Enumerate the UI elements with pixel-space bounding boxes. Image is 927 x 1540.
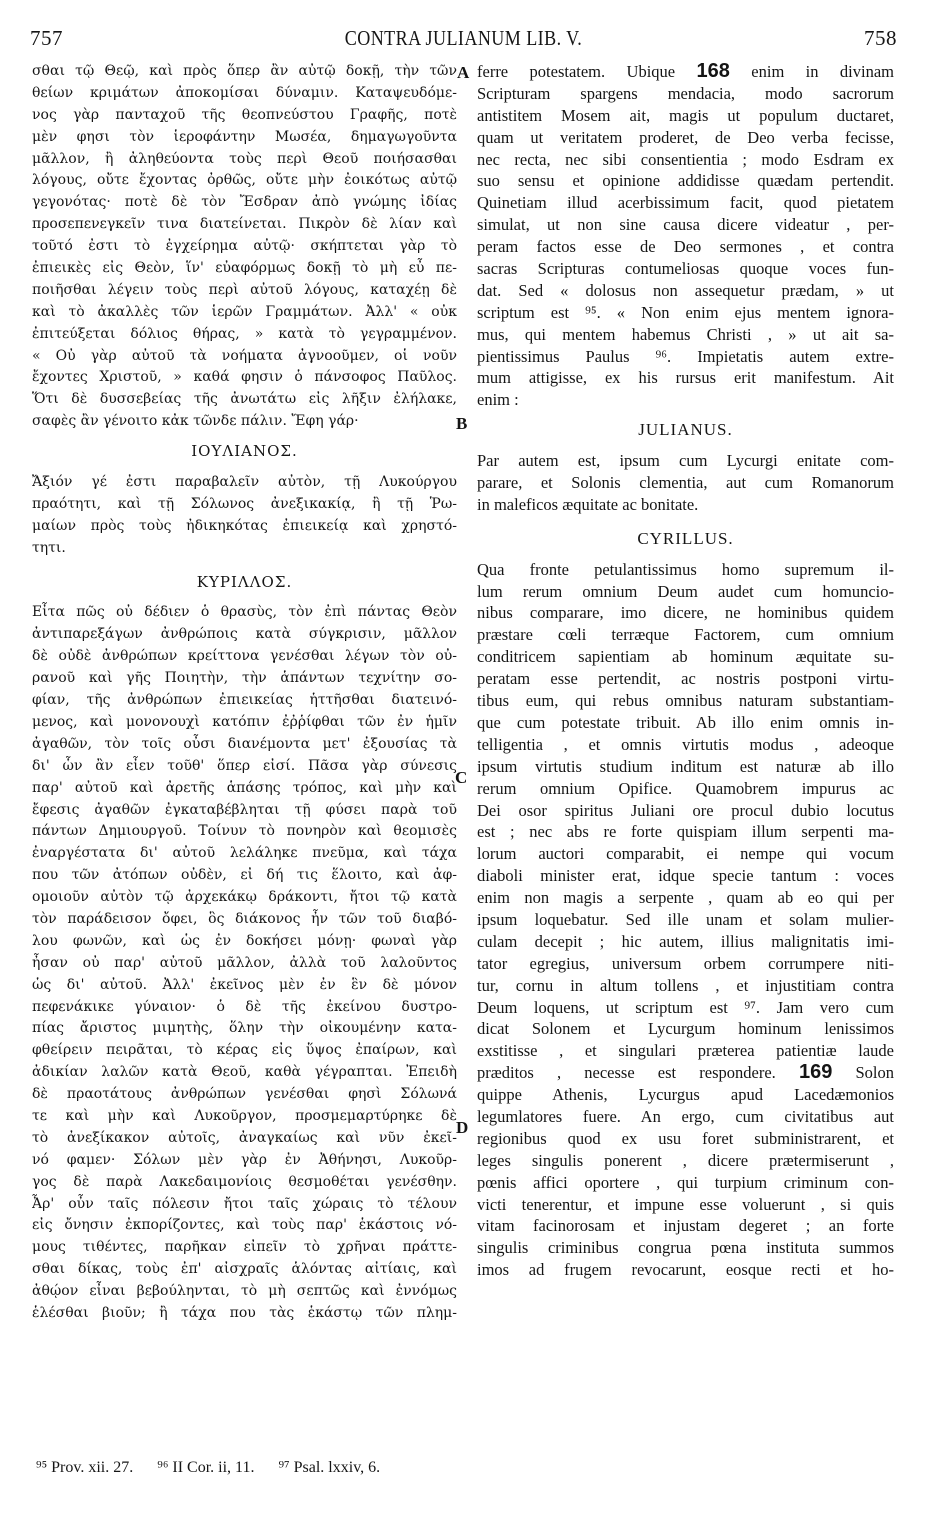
- greek-line: ἐναργέστατα δι' αὐτοῦ λελάληκε πνεῦμα, καὶ τάχα: [32, 845, 457, 862]
- latin-heading-julianus: JULIANUS.: [638, 420, 733, 440]
- latin-line: suo sensu et opinione addidisse quædam pertendit.: [477, 171, 894, 191]
- greek-line: Ἄξιόν γέ ἐστι παραβαλεῖν αὐτὸν, τῇ Λυκούργου: [32, 474, 457, 491]
- latin-line: parare, et Solonis clementia, aut cum Romanorum: [477, 473, 894, 493]
- latin-line: imos ad frugem revocarunt, eosque recti et ho-: [477, 1260, 894, 1280]
- latin-line: peram factos esse de Deo sermones , et contra: [477, 237, 894, 257]
- latin-block-1: [477, 83, 894, 411]
- greek-line: ποιῆσθαι λέγειν τοὺς περὶ αὐτοῦ λόγους, καταχέῃ δὲ: [32, 281, 457, 298]
- latin-line: pientissimus Paulus ⁹⁶. Impietatis autem extre-: [477, 346, 894, 366]
- latin-line: exstitisse , et singulari præterea patientiæ laude: [477, 1041, 894, 1061]
- greek-line: φθείρειν πειρᾶται, τὸ κέρας εἰς ὕψος ἐπαίρων, καὶ: [32, 1042, 457, 1059]
- latin-line: scriptum est ⁹⁵. « Non enim ejus mentem ignora-: [477, 302, 894, 322]
- latin-line: antistitem Mosem ait, magis ut populum ductaret,: [477, 105, 894, 125]
- latin-line: Dei osor spiritus Juliani ore procul dubio locutus: [477, 800, 894, 820]
- greek-line: μενος, καὶ μονονουχὶ κατόπιν ἐῤῥίφθαι τῶν ἐν ἡμῖν: [32, 713, 457, 730]
- greek-line: που τῶν ἀτόπων οὐδὲν, εἰ δή τις ἕλοιτο, καὶ ἀφ-: [32, 867, 457, 884]
- latin-line: præstare cœli terræque Factorem, cum omnium: [477, 625, 894, 645]
- greek-line: τοῦτό ἐστι τὸ ἐγχείρημα αὐτῷ· σκήπτεται γὰρ τὸ: [32, 238, 457, 255]
- greek-block-1: [32, 61, 457, 433]
- latin-line: tur, cornu in altum tollens , et injustitiam contra: [477, 975, 894, 995]
- latin-line: vitam facinorosam et injustam degeret ; an forte: [477, 1216, 894, 1236]
- greek-line: μὲν φησι τὸν ἱεροφάντην Μωσέα, δημαγωγοῦντα: [32, 128, 457, 145]
- greek-line: πάντων Δημιουργοῦ. Τοίνυν τὸ πονηρὸν καὶ θεομισὲς: [32, 823, 457, 840]
- latin-line: Scripturam spargens mendacia, modo sacrorum: [477, 83, 894, 103]
- latin-line: nec recta, nec sibi consentientia ; modo Esdram ex: [477, 149, 894, 169]
- latin-line: telligentia , et omnis virtutis modus , adeoque: [477, 734, 894, 754]
- latin-line: victi tenerentur, et impune esse voluerunt , si quis: [477, 1194, 894, 1214]
- greek-line: ἀδικίαν λαλῶν κατὰ Θεοῦ, καθὰ γέγραπται. Ἐπειδὴ: [32, 1064, 457, 1081]
- greek-line: εἰς ὄνησιν ἐκπορίζοντες, καὶ τοὺς παρ' ἑκάστοις νό-: [32, 1217, 457, 1234]
- latin-line: culam decepit ; hic autem, illius malignitatis imi-: [477, 931, 894, 951]
- latin-line: lum rerum omnium Deum audet cum homuncio-: [477, 581, 894, 601]
- running-head: [30, 26, 897, 58]
- latin-line: peratam esse pertendit, ac nostris postponi virtu-: [477, 669, 894, 689]
- latin-line: diaboli minister erat, idque specie tantum : voces: [477, 866, 894, 886]
- greek-line: λόγους, οὔτε ἔχοντας ὀρθῶς, οὔτε μὴν ἐοικότως αὐτῷ: [32, 172, 457, 189]
- greek-line: ἐπιτεύξεται δόλιος θήρας, » κατὰ τὸ γεγραμμένον.: [32, 325, 457, 342]
- latin-line: Qua fronte petulantissimus homo supremum il-: [477, 559, 894, 579]
- greek-line: μους τιθέντες, παρῆκαν εἰπεῖν τὸ χρῆναι πράττε-: [32, 1239, 457, 1256]
- greek-line: νος γὰρ πανταχοῦ τῆς θεοπνεύστου Γραφῆς, ποτὲ: [32, 106, 457, 123]
- latin-line: ipsum virtutis studium inditum est naturæ ab illo: [477, 756, 894, 776]
- latin-line: ferre potestatem. Ubique 168 enim in divinam: [477, 61, 894, 82]
- latin-line: dicat Solonem et Lycurgum hominum lenissimos: [477, 1019, 894, 1039]
- greek-line: σθαι δίκας, τοὺς ἐπ' αἰσχραῖς ἁλόντας αἰτίαις, καὶ: [32, 1261, 457, 1278]
- greek-line: γεγονότας· ποτὲ δὲ τὸν Ἔσδραν ἀπὸ γνώμης ἰδίας: [32, 194, 457, 211]
- latin-line: Par autem est, ipsum cum Lycurgi enitate com-: [477, 451, 894, 471]
- column-number: 169: [798, 1062, 833, 1084]
- greek-line: τὸν παράδεισον ὄφει, ὃς διάκονος ἦν τῶν τοῦ διαβό-: [32, 910, 457, 927]
- greek-line: ἐπιεικὲς εἰς Θεὸν, ἵν' εὐαφόρμως δοκῇ τὸ μὴ εὖ πε-: [32, 260, 457, 277]
- latin-column: [477, 61, 894, 1281]
- greek-line: ἀντιπαρεξάγων ἀνθρώποις κατὰ σύγκρισιν, μᾶλλον: [32, 626, 457, 643]
- latin-block-4: [477, 1084, 894, 1281]
- greek-line: πραότητι, καὶ τῇ Σόλωνος ἀνεξικακίᾳ, ἢ τῇ Ῥω-: [32, 495, 457, 512]
- greek-line: νό φαμεν· Σόλων μὲν γὰρ ἐν Ἀθήνησι, Λυκοῦρ-: [32, 1151, 457, 1168]
- greek-line: ἀγαθῶν, τὸν τοῖς οὖσι διανέμοντα μετ' ἐξουσίας τὰ: [32, 735, 457, 752]
- latin-line: ipsum loquebatur. Sed ille unam et solam mulier-: [477, 909, 894, 929]
- greek-line: δὲ πραοτάτους ἀνθρώπων γενέσθαι φησὶ Σόλωνά: [32, 1086, 457, 1103]
- greek-line: Εἶτα πῶς οὐ δέδιεν ὁ θρασὺς, τὸν ἐπὶ πάντας Θεὸν: [32, 604, 457, 621]
- latin-line: præditos , necesse est respondere. 169 Solon: [477, 1062, 894, 1084]
- latin-line: dat. Sed « dolosus non assequetur prædam, » ut: [477, 280, 894, 300]
- greek-heading-cyrillus: ΚΥΡΙΛΛΟΣ.: [196, 572, 293, 591]
- latin-line: est ; nec abs re forte quispiam illum serpenti ma-: [477, 822, 894, 842]
- greek-line: προσεπενεγκεῖν τινα διατείνεται. Πικρὸν δὲ λίαν καὶ: [32, 216, 457, 233]
- latin-line: leges singulis ponerent , dicere prætermiserunt ,: [477, 1150, 894, 1170]
- greek-line: ἀθῴον εἶναι βεβούληνται, τὸ μὴ σεπτῶς καὶ ἐννόμως: [32, 1283, 457, 1300]
- page-number-right: 758: [864, 26, 897, 50]
- greek-line: ρανοῦ καὶ γῆς Ποιητὴν, τὴν ἁπάντων τεχνίτην σο-: [32, 670, 457, 687]
- latin-line: nibus comparare, imo dicere, ne hominibus quidem: [477, 603, 894, 623]
- greek-line: θείων κριμάτων ἀποκομίσαι δύναμιν. Καταψευδόμε-: [32, 84, 457, 101]
- greek-line: ἔχοντες Χριστοῦ, » καθά φησιν ὁ πάνσοφος Παῦλος.: [32, 369, 457, 386]
- margin-marker-c: C: [455, 768, 468, 787]
- latin-line-text: præditos , necesse est respondere.: [477, 1063, 776, 1083]
- footnotes: [36, 1459, 400, 1477]
- greek-line: ἦσαν οὐ παρ' αὐτοῦ μᾶλλον, ἀλλὰ τοῦ λαλοῦντος: [32, 954, 457, 971]
- greek-line: ὡς δι' αὐτοῦ. Ἀλλ' ἐκεῖνος μὲν ἐν ἓν δὲ μόνον: [32, 976, 457, 993]
- greek-line: καὶ τὸ ἀκαλλὲς τῶν ἱερῶν Γραμμάτων. Ἀλλ' « οὐκ: [32, 303, 457, 320]
- greek-line: πεφενάκικε γύναιον· ὁ δὲ τῆς ἐκείνου δυστρο-: [32, 998, 457, 1015]
- greek-line: ομοιοῦν αὐτὸν τῷ ἀρχεκάκῳ δράκοντι, ἤτοι τῷ κατὰ: [32, 889, 457, 906]
- greek-line: μᾶλλον, ἢ ἀληθεύοντα τοὺς περὶ Θεοῦ ποιήσασθαι: [32, 150, 457, 167]
- greek-line: ἑλέσθαι βιοῦν; ἢ τάχα που τὰς ἑκάστῳ τῶν πλημ-: [32, 1304, 457, 1321]
- latin-line: quam ut veritatem proderet, de Deo verba fecisse,: [477, 127, 894, 147]
- latin-line: tator egregius, universum orbem corrumpere niti-: [477, 953, 894, 973]
- latin-line: rerum omnium Opifice. Quamobrem impurus ac: [477, 778, 894, 798]
- greek-block-2: [32, 472, 457, 560]
- greek-line: ἔφεσις ἀγαθῶν ἐγκαταβέβληται τῇ φύσει παρὰ τοῦ: [32, 801, 457, 818]
- greek-line: τε καὶ μὴν καὶ Λυκοῦργον, προσμεμαρτύρηκε δὲ: [32, 1107, 457, 1124]
- latin-line: quippe Athenis, Lycurgus apud Lacedæmonios: [477, 1085, 894, 1105]
- latin-block-3: [477, 559, 894, 1062]
- greek-line: πίας ἄριστος μιμητὴς, ὅλην τὴν οἰκουμένην κατα-: [32, 1020, 457, 1037]
- page-number-left: 757: [30, 26, 63, 50]
- latin-line: legumlatores fuere. An ergo, cum civitatibus aut: [477, 1106, 894, 1126]
- footnote: ⁹⁵ Prov. xii. 27.: [36, 1459, 134, 1476]
- greek-line: λου φωνῶν, καὶ ὡς ἐν δοκήσει μόνῃ· φωναὶ γὰρ: [32, 932, 457, 949]
- latin-line: simulat, ut non sine causa dicere videatur , per-: [477, 215, 894, 235]
- latin-line: mum attigisse, ex his rursus erit manifestum. Ait: [477, 368, 894, 388]
- greek-line: σθαι τῷ Θεῷ, καὶ πρὸς ὅπερ ἂν αὐτῷ δοκῇ, τὴν τῶν: [32, 63, 457, 79]
- greek-line: παρ' αὐτοῦ καὶ ἀρετῆς ἁπάσης τρόπος, καὶ μὴν καὶ: [32, 779, 457, 796]
- running-title: CONTRA JULIANUM LIB. V.: [344, 26, 583, 50]
- greek-heading-julianus: ΙΟΥΛΙΑΝΟΣ.: [191, 442, 298, 461]
- greek-line: δι' ὧν ἂν εἶεν τοῦθ' ὅπερ εἰσί. Πᾶσα γὰρ σύνεσις: [32, 757, 457, 774]
- latin-line: lorum auctori comparabit, ei nempe qui vocum: [477, 844, 894, 864]
- latin-line: sacras Scripturas contumeliosas quoque voces fun-: [477, 259, 894, 279]
- latin-line: regionibus quod ex usu foret subministrarent, et: [477, 1128, 894, 1148]
- greek-line: γος δὲ παρὰ Λακεδαιμονίοις θεσμοθέται γενέσθην.: [32, 1173, 457, 1190]
- greek-block-3: [32, 602, 457, 1324]
- latin-heading-cyrillus: CYRILLUS.: [637, 528, 734, 548]
- latin-line: tibus eum, qui rebus omnibus naturam substantiam-: [477, 691, 894, 711]
- latin-line: mus, qui mentem habemus Christi , » ut ait sa-: [477, 324, 894, 344]
- latin-line: enim :: [477, 390, 519, 410]
- column-number: 168: [696, 61, 730, 82]
- margin-marker-d: D: [456, 1118, 469, 1137]
- latin-line: Deum loquens, ut scriptum est ⁹⁷. Jam vero cum: [477, 997, 894, 1017]
- latin-block-2: [477, 450, 894, 516]
- latin-line: pœnis affici oportere , qui turpium criminum con-: [477, 1172, 894, 1192]
- margin-marker-b: B: [456, 414, 468, 433]
- latin-line: Quinetiam illud acerbissimum facit, quod pietatem: [477, 193, 894, 213]
- latin-line: enim non magis a serpente , quam ab eo qui per: [477, 888, 894, 908]
- greek-line: φίαν, τῆς ἀνθρώπων ἐπιεικείας ἡττῆσθαι διατεινό-: [32, 692, 457, 709]
- greek-line: τητι.: [32, 539, 66, 556]
- greek-line: δὲ οὐδὲ ἀνθρώπων κρείττονα γενέσθαι λέγων τὸν οὐ-: [32, 648, 457, 665]
- greek-line: Ἆρ' οὖν ταῖς πόλεσιν ἤτοι ταῖς χώραις τὸ τέλουν: [32, 1195, 457, 1212]
- latin-line: que cum potestate tribuit. Ab illo enim omnis in-: [477, 712, 894, 732]
- latin-line: singulis criminibus congrua pœna instituta summos: [477, 1238, 894, 1258]
- latin-line: conditricem sapientiam ab hominum æquitate su-: [477, 647, 894, 667]
- margin-marker-a: A: [457, 63, 470, 82]
- greek-line: μαίων πρὸς τοὺς ἠδικηκότας ἐπιεικείᾳ καὶ χρηστό-: [32, 517, 457, 534]
- footnote: ⁹⁶ II Cor. ii, 11.: [157, 1459, 255, 1476]
- greek-line: τὸ ἀνεξίκακον αὐτοῖς, ἀναγκαίως καὶ νῦν ἐκεῖ-: [32, 1129, 457, 1146]
- greek-line: σαφὲς ἂν γένοιτο κἀκ τῶνδε πάλιν. Ἔφη γάρ·: [32, 413, 359, 430]
- greek-line: « Οὐ γὰρ αὐτοῦ τὰ νοήματα ἀγνοοῦμεν, οἱ νοῦν: [32, 347, 457, 364]
- footnote: ⁹⁷ Psal. lxxiv, 6.: [278, 1459, 381, 1476]
- greek-column: [32, 61, 457, 1325]
- greek-line: Ὅτι δὲ δυσσεβείας τῆς ἀνωτάτω εἰς λῆξιν ἐλήλακε,: [32, 391, 457, 408]
- latin-line: in maleficos æquitate ac bonitate.: [477, 494, 699, 514]
